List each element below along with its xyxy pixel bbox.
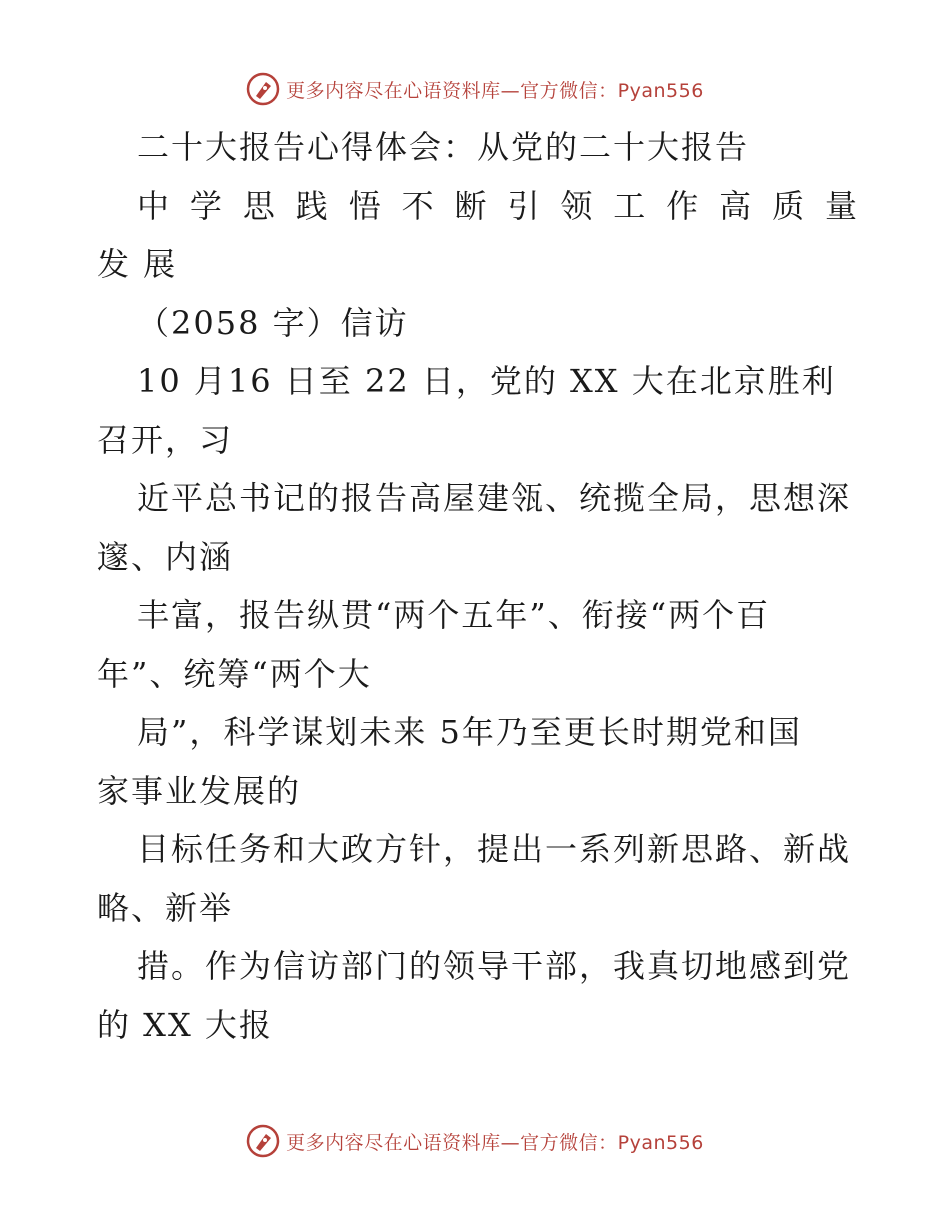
title-char: 断: [454, 186, 487, 225]
title-char: 质: [772, 186, 805, 225]
title-char: 中: [137, 186, 170, 225]
title-char: 不: [401, 186, 434, 225]
title-char: 学: [189, 186, 222, 225]
title-char: 量: [824, 186, 857, 225]
paragraph: [97, 352, 857, 1054]
watermark-text: 更多内容尽在心语资料库—官方微信：Pyan556: [286, 79, 704, 102]
footer-watermark: [0, 1124, 950, 1158]
title-char: 思: [242, 186, 275, 225]
paragraph-line: 近平总书记的报告高屋建瓴、统揽全局，思想深: [137, 479, 852, 517]
title-char: 悟: [348, 186, 381, 225]
paragraph-line: 召开，习: [97, 420, 234, 459]
title-char: 引: [507, 186, 540, 225]
document-body: [97, 118, 857, 1054]
paragraph-line: 局”，科学谋划未来 5年乃至更长时期党和国: [137, 713, 802, 751]
paragraph-line: 10 月16 日至 22 日，党的 XX 大在北京胜利: [137, 362, 836, 400]
title-char: 作: [666, 186, 699, 225]
title-char: 践: [295, 186, 328, 225]
paragraph-line: 目标任务和大政方针，提出一系列新思路、新战: [137, 830, 852, 868]
header-watermark: [0, 72, 950, 106]
word-count-line: （2058 字）信访: [137, 303, 409, 342]
paragraph-line: 邃、内涵: [97, 537, 234, 576]
title-char: 高: [719, 186, 752, 225]
paragraph-line: 的 XX 大报: [97, 1005, 273, 1044]
paragraph-line: 年”、统筹“两个大: [97, 654, 372, 693]
paragraph-line: 家事业发展的: [97, 771, 302, 810]
paragraph-line: 略、新举: [97, 888, 234, 927]
pen-nib-logo-icon: [246, 72, 280, 106]
title-char: 工: [613, 186, 646, 225]
title-line-2: [97, 177, 857, 236]
title-char: 领: [560, 186, 593, 225]
watermark-text: 更多内容尽在心语资料库—官方微信：Pyan556: [286, 1131, 704, 1154]
paragraph-line: 丰富，报告纵贯“两个五年”、衔接“两个百: [137, 596, 771, 634]
title-line-1: 二十大报告心得体会：从党的二十大报告: [137, 128, 750, 166]
paragraph-line: 措。作为信访部门的领导干部，我真切地感到党: [137, 947, 852, 985]
pen-nib-logo-icon: [246, 1124, 280, 1158]
title-line-3: 发 展: [97, 245, 178, 283]
